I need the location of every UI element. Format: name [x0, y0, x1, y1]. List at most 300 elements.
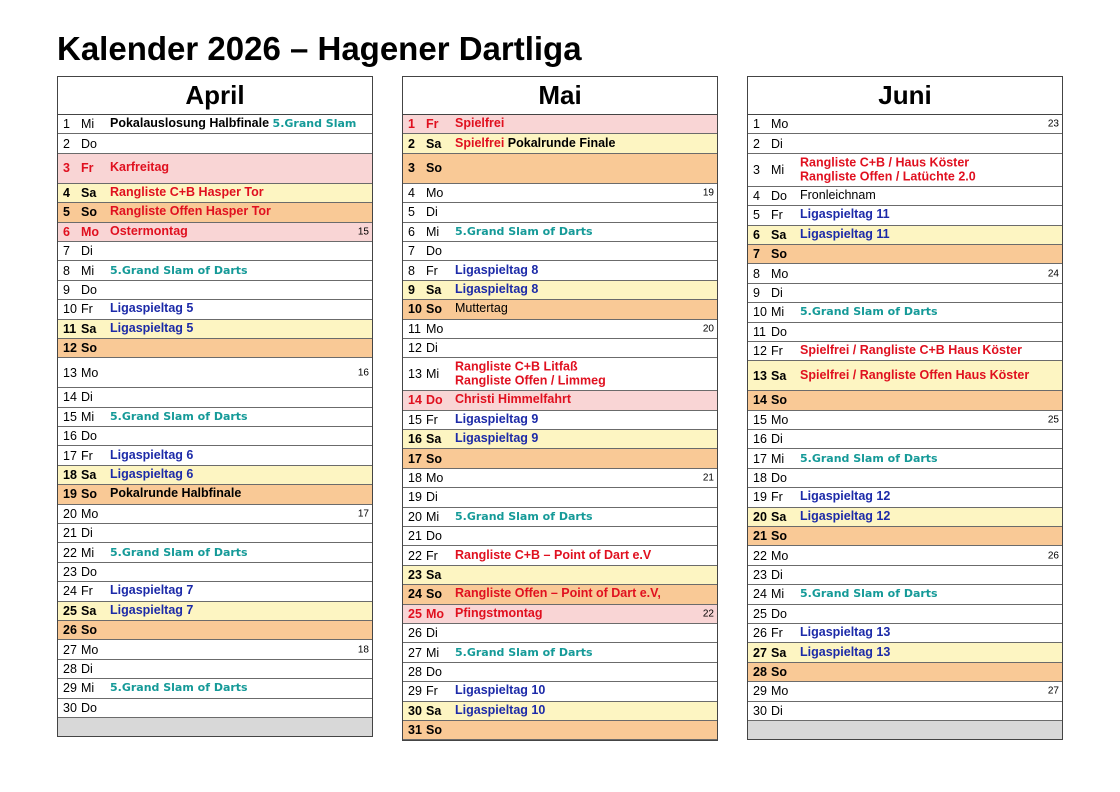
event-label: 5.Grand Slam of Darts	[110, 263, 248, 277]
day-row	[58, 621, 372, 640]
weekday: Mo	[771, 412, 789, 427]
weekday: Di	[771, 432, 783, 447]
event-label: 5.Grand Slam of Darts	[455, 645, 593, 659]
weekday: So	[771, 529, 787, 544]
day-number: 26	[63, 623, 77, 638]
filler-row	[58, 718, 372, 736]
event-label: Pokalrunde Finale	[507, 135, 616, 150]
event-label: Fronleichnam	[800, 188, 876, 203]
day-row	[58, 679, 372, 698]
event-text	[455, 361, 606, 389]
day-number: 6	[63, 224, 70, 239]
weekday: Sa	[81, 468, 97, 483]
day-number: 24	[408, 587, 422, 602]
day-row	[403, 242, 717, 261]
day-list	[748, 115, 1062, 721]
day-number: 27	[408, 645, 422, 660]
day-row	[403, 682, 717, 701]
weekday: Sa	[81, 603, 97, 618]
day-row	[748, 187, 1062, 206]
day-row	[748, 430, 1062, 449]
event-text	[110, 585, 193, 599]
day-number: 29	[753, 684, 767, 699]
event-label: 5.Grand Slam of Darts	[455, 509, 593, 523]
event-label: 5.Grand Slam of Darts	[110, 410, 248, 423]
day-row	[403, 721, 717, 740]
day-row	[403, 546, 717, 565]
day-number: 5	[753, 208, 760, 223]
weekday: So	[426, 161, 442, 176]
day-number: 22	[63, 545, 77, 560]
weekday: Fr	[426, 117, 439, 132]
event-label: Spielfrei	[455, 116, 505, 131]
weekday: So	[81, 487, 97, 502]
week-number: 16	[357, 367, 369, 379]
day-row	[58, 339, 372, 358]
weekday: Fr	[771, 490, 783, 505]
event-label: Ligaspieltag 6	[110, 467, 194, 482]
event-label: Rangliste Offen Hasper Tor	[110, 204, 271, 219]
day-number: 7	[63, 244, 70, 259]
day-row	[58, 388, 372, 407]
day-number: 10	[63, 302, 77, 317]
day-number: 28	[408, 664, 422, 679]
day-row	[748, 323, 1062, 342]
event-text	[455, 684, 545, 698]
day-number: 20	[63, 506, 77, 521]
weekday: So	[426, 302, 442, 317]
day-number: 1	[63, 117, 70, 132]
event-text	[455, 588, 661, 602]
weekday: Do	[81, 700, 97, 715]
weekday: So	[771, 247, 787, 262]
event-text	[110, 410, 248, 424]
day-row	[748, 245, 1062, 264]
weekday: Sa	[426, 282, 442, 297]
day-number: 18	[753, 471, 767, 486]
day-row	[748, 449, 1062, 468]
weekday: Fr	[426, 412, 438, 427]
week-number: 25	[1047, 414, 1059, 426]
event-text	[455, 704, 545, 718]
day-row	[58, 543, 372, 562]
day-row	[748, 134, 1062, 153]
weekday: Di	[81, 526, 93, 541]
day-row	[748, 303, 1062, 322]
event-text	[455, 607, 543, 621]
day-number: 2	[753, 136, 760, 151]
day-row	[58, 505, 372, 524]
day-row	[748, 488, 1062, 507]
weekday: Do	[426, 244, 442, 259]
day-row	[403, 643, 717, 662]
day-number: 8	[408, 263, 415, 278]
day-number: 3	[408, 161, 415, 176]
week-number: 26	[1047, 550, 1059, 562]
day-number: 30	[753, 703, 767, 718]
weekday: Di	[81, 390, 93, 405]
day-row	[403, 358, 717, 391]
event-text	[110, 468, 193, 482]
day-row	[748, 361, 1062, 391]
weekday: Mo	[426, 606, 445, 621]
weekday: Mo	[771, 548, 789, 563]
day-number: 18	[63, 468, 77, 483]
day-number: 13	[408, 367, 422, 382]
day-number: 19	[408, 490, 422, 505]
day-number: 24	[63, 584, 77, 599]
day-number: 4	[408, 185, 415, 200]
day-row	[748, 284, 1062, 303]
event-label: Pokalrunde Halbfinale	[110, 486, 242, 501]
day-row	[403, 488, 717, 507]
day-list	[58, 115, 372, 718]
day-row	[748, 115, 1062, 134]
day-row	[403, 281, 717, 300]
event-text	[800, 228, 890, 242]
day-number: 14	[753, 393, 767, 408]
day-row	[58, 358, 372, 388]
event-text	[455, 117, 504, 131]
day-number: 15	[63, 409, 77, 424]
day-number: 13	[753, 368, 767, 383]
day-number: 23	[408, 568, 422, 582]
day-number: 5	[63, 205, 70, 220]
weekday: Mo	[771, 266, 789, 281]
weekday: Do	[81, 136, 97, 151]
weekday: Fr	[426, 548, 438, 563]
weekday: Mi	[426, 224, 440, 239]
event-text	[110, 322, 193, 336]
week-number: 22	[702, 608, 714, 620]
weekday: So	[426, 587, 442, 602]
event-text	[800, 510, 890, 524]
day-row	[403, 624, 717, 643]
day-number: 15	[753, 412, 767, 427]
weekday: Mi	[81, 263, 95, 278]
day-row	[748, 546, 1062, 565]
day-row	[748, 411, 1062, 430]
day-number: 4	[753, 188, 760, 203]
day-number: 1	[408, 117, 415, 132]
weekday: Mi	[771, 587, 785, 602]
event-text	[110, 225, 188, 239]
day-number: 10	[753, 305, 767, 320]
day-row	[748, 566, 1062, 585]
weekday: Do	[81, 565, 97, 579]
event-text	[110, 205, 271, 219]
weekday: Do	[771, 606, 787, 621]
day-number: 29	[63, 681, 77, 696]
day-row	[403, 411, 717, 430]
event-label: 5.Grand Slam of Darts	[800, 305, 938, 319]
weekday: Mi	[771, 162, 785, 177]
day-row	[403, 320, 717, 339]
day-row	[58, 582, 372, 601]
day-row	[58, 223, 372, 242]
event-text	[455, 302, 508, 316]
day-row	[748, 206, 1062, 225]
day-number: 12	[408, 341, 422, 356]
month-header: Mai	[403, 77, 717, 115]
event-label: Spielfrei / Rangliste Offen Haus Köster	[800, 367, 1030, 382]
weekday: Mi	[81, 681, 95, 696]
weekday: Di	[771, 703, 783, 718]
event-label: Ligaspieltag 7	[110, 583, 194, 598]
event-text	[455, 264, 538, 278]
day-row	[748, 469, 1062, 488]
day-number: 26	[753, 626, 767, 641]
day-row	[58, 154, 372, 184]
day-row	[403, 300, 717, 319]
day-number: 7	[753, 247, 760, 262]
event-label: Spielfrei / Rangliste C+B Haus Köster	[800, 343, 1022, 358]
event-label: Pokalauslosung Halbfinale	[110, 116, 273, 131]
day-number: 3	[63, 161, 70, 176]
event-label: Ligaspieltag 9	[455, 431, 539, 446]
weekday: Mo	[426, 471, 444, 486]
day-number: 21	[753, 529, 767, 544]
event-text	[800, 646, 890, 660]
day-number: 30	[63, 700, 77, 715]
event-text	[110, 117, 356, 131]
day-number: 27	[63, 642, 77, 657]
day-number: 12	[753, 344, 767, 359]
month-header: April	[58, 77, 372, 115]
weekday: Mi	[81, 117, 95, 132]
day-number: 10	[408, 302, 422, 317]
day-row	[58, 446, 372, 465]
week-number: 20	[702, 323, 714, 335]
day-row	[748, 702, 1062, 721]
day-number: 11	[753, 324, 766, 339]
event-label: Rangliste Offen / Latüchte 2.0	[800, 168, 976, 183]
day-number: 17	[63, 448, 77, 463]
day-number: 5	[408, 205, 415, 220]
event-label: Rangliste C+B Litfaß	[455, 359, 578, 374]
week-number: 24	[1047, 268, 1059, 280]
day-number: 18	[408, 471, 422, 486]
day-number: 28	[753, 664, 767, 679]
day-row	[403, 566, 717, 585]
event-label: 5.Grand Slam	[272, 117, 357, 131]
day-row	[58, 602, 372, 621]
weekday: Do	[426, 393, 443, 408]
day-row	[403, 203, 717, 222]
day-number: 6	[753, 227, 760, 242]
weekday: Fr	[426, 263, 438, 278]
event-text	[455, 549, 651, 563]
event-label: Ligaspieltag 6	[110, 447, 194, 462]
day-row	[403, 663, 717, 682]
weekday: Sa	[771, 227, 787, 242]
week-number: 27	[1047, 685, 1059, 697]
weekday: Sa	[426, 432, 442, 447]
day-number: 20	[753, 509, 767, 524]
weekday: Do	[771, 188, 787, 203]
weekday: So	[771, 393, 787, 408]
day-row	[58, 408, 372, 427]
day-row	[58, 261, 372, 280]
day-number: 3	[753, 162, 760, 177]
day-row	[58, 640, 372, 659]
weekday: Sa	[426, 568, 442, 582]
day-row	[58, 699, 372, 718]
day-number: 16	[63, 429, 77, 444]
weekday: Fr	[81, 448, 93, 463]
day-number: 14	[408, 393, 422, 408]
event-label: Rangliste C+B / Haus Köster	[800, 155, 970, 170]
event-text	[455, 394, 571, 408]
event-text	[110, 302, 193, 316]
weekday: Di	[81, 244, 93, 259]
event-label: Ligaspieltag 5	[110, 301, 194, 316]
day-list	[403, 115, 717, 740]
weekday: Di	[771, 285, 783, 300]
day-number: 4	[63, 185, 70, 200]
event-text	[110, 186, 264, 200]
event-label: Ligaspieltag 10	[455, 683, 546, 698]
day-row	[403, 449, 717, 468]
day-number: 8	[753, 266, 760, 281]
weekday: Mo	[81, 506, 99, 521]
weekday: Di	[426, 626, 438, 641]
day-number: 2	[408, 136, 415, 151]
day-row	[403, 154, 717, 184]
day-number: 11	[63, 321, 77, 336]
day-row	[58, 203, 372, 222]
weekday: Mi	[81, 545, 95, 560]
weekday: Mi	[426, 509, 440, 524]
weekday: Mo	[81, 365, 99, 380]
day-number: 20	[408, 509, 422, 524]
day-row	[58, 524, 372, 543]
weekday: Sa	[426, 136, 442, 151]
week-number: 23	[1047, 118, 1059, 130]
day-number: 30	[408, 703, 422, 718]
weekday: Sa	[771, 509, 787, 524]
event-text	[455, 137, 615, 151]
day-row	[58, 466, 372, 485]
day-number: 6	[408, 224, 415, 239]
weekday: Di	[426, 341, 438, 356]
day-row	[748, 682, 1062, 701]
event-label: Ligaspieltag 9	[455, 412, 539, 426]
month-mai	[402, 76, 718, 741]
weekday: Do	[426, 529, 442, 544]
weekday: Fr	[81, 302, 93, 317]
day-number: 17	[753, 451, 767, 466]
weekday: Mo	[426, 321, 444, 336]
day-row	[58, 320, 372, 339]
day-row	[748, 527, 1062, 546]
day-number: 28	[63, 661, 77, 676]
day-row	[403, 469, 717, 488]
day-number: 13	[63, 365, 77, 380]
day-row	[403, 430, 717, 449]
filler-row	[748, 721, 1062, 739]
event-label: Ligaspieltag 5	[110, 320, 194, 335]
day-number: 27	[753, 645, 767, 660]
month-juni	[747, 76, 1063, 740]
day-number: 31	[408, 723, 422, 738]
event-label: Muttertag	[455, 301, 508, 316]
event-text	[110, 546, 248, 560]
day-number: 24	[753, 587, 767, 602]
weekday: Fr	[426, 684, 438, 699]
event-text	[800, 208, 890, 222]
event-text	[455, 510, 593, 524]
event-label: Ligaspieltag 10	[455, 702, 546, 717]
week-number: 21	[702, 472, 714, 484]
event-text	[455, 225, 593, 239]
event-label: Rangliste C+B Hasper Tor	[110, 185, 264, 200]
event-label: Rangliste Offen – Point of Dart e.V,	[455, 586, 661, 601]
week-number: 15	[357, 226, 369, 238]
event-text	[800, 452, 938, 466]
weekday: Mi	[426, 367, 440, 382]
day-number: 25	[63, 603, 77, 618]
day-number: 25	[753, 606, 767, 621]
event-label: Ligaspieltag 13	[800, 625, 891, 640]
day-number: 22	[753, 548, 767, 563]
day-row	[403, 527, 717, 546]
weekday: Di	[771, 568, 783, 582]
event-label: Ostermontag	[110, 223, 188, 238]
event-label: Ligaspieltag 12	[800, 508, 891, 523]
month-header: Juni	[748, 77, 1062, 115]
weekday: Sa	[771, 368, 787, 383]
event-label: Spielfrei	[455, 135, 508, 150]
week-number: 19	[702, 187, 714, 199]
weekday: Fr	[771, 208, 783, 223]
event-label: Ligaspieltag 12	[800, 489, 891, 504]
day-number: 15	[408, 412, 422, 427]
weekday: Mo	[81, 224, 100, 239]
weekday: Fr	[771, 344, 783, 359]
weekday: Do	[771, 471, 787, 486]
day-row	[403, 223, 717, 242]
event-text	[800, 588, 938, 602]
event-label: Pfingstmontag	[455, 605, 543, 620]
event-label: 5.Grand Slam of Darts	[110, 681, 248, 695]
event-text	[110, 161, 169, 175]
event-label: Ligaspieltag 8	[455, 262, 539, 277]
day-row	[403, 134, 717, 153]
weekday: So	[426, 723, 442, 738]
weekday: Mo	[771, 117, 789, 132]
weekday: Mi	[81, 409, 95, 424]
event-label: 5.Grand Slam of Darts	[110, 545, 248, 559]
event-label: Rangliste Offen / Limmeg	[455, 373, 606, 388]
weekday: Mo	[81, 642, 99, 657]
event-text	[800, 305, 938, 319]
event-label: Ligaspieltag 11	[800, 226, 890, 241]
day-number: 16	[753, 432, 767, 447]
day-number: 21	[408, 529, 422, 544]
day-row	[58, 660, 372, 679]
weekday: Mi	[426, 645, 440, 660]
event-text	[110, 449, 193, 463]
event-text	[455, 283, 538, 297]
weekday: Sa	[771, 645, 787, 660]
event-label: Christi Himmelfahrt	[455, 392, 571, 407]
weekday: Fr	[81, 161, 94, 176]
weekday: Sa	[426, 703, 442, 718]
day-number: 19	[753, 490, 767, 505]
weekday: Di	[771, 136, 783, 151]
event-text	[455, 646, 593, 660]
